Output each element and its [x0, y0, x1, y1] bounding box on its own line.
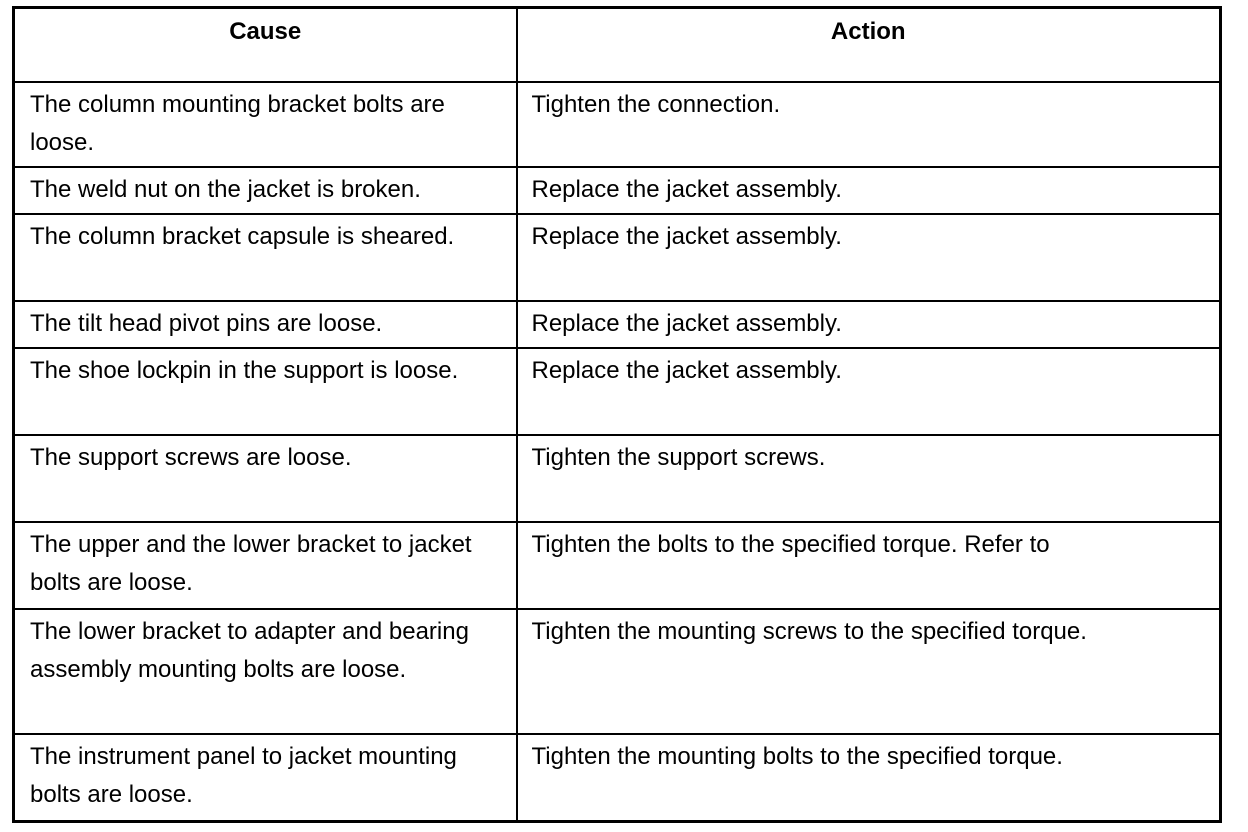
action-cell: Replace the jacket assembly.: [517, 301, 1221, 348]
action-cell: Tighten the support screws.: [517, 435, 1221, 522]
table-row: [14, 82, 1221, 167]
table-row: [14, 167, 1221, 214]
cause-cell: The column mounting bracket bolts are loose.: [14, 82, 517, 167]
cause-cell: The shoe lockpin in the support is loose.: [14, 348, 517, 435]
cause-cell: The instrument panel to jacket mounting bolts are loose.: [14, 734, 517, 822]
cause-cell: The weld nut on the jacket is broken.: [14, 167, 517, 214]
table-row: [14, 522, 1221, 609]
action-cell: Replace the jacket assembly.: [517, 167, 1221, 214]
cause-cell: The upper and the lower bracket to jacket bolts are loose.: [14, 522, 517, 609]
action-cell: Replace the jacket assembly.: [517, 348, 1221, 435]
cause-cell: The tilt head pivot pins are loose.: [14, 301, 517, 348]
table-row: [14, 734, 1221, 822]
action-column-header: Action: [517, 8, 1221, 83]
cause-action-table: [12, 6, 1222, 823]
cause-cell: The column bracket capsule is sheared.: [14, 214, 517, 301]
action-cell: Tighten the mounting bolts to the specified torque.: [517, 734, 1221, 822]
cause-cell: The support screws are loose.: [14, 435, 517, 522]
action-cell: Tighten the bolts to the specified torque. Refer to: [517, 522, 1221, 609]
table-row: [14, 301, 1221, 348]
action-cell: Replace the jacket assembly.: [517, 214, 1221, 301]
table-row: [14, 435, 1221, 522]
cause-cell: The lower bracket to adapter and bearing assembly mounting bolts are loose.: [14, 609, 517, 734]
table-row: [14, 348, 1221, 435]
cause-column-header: Cause: [14, 8, 517, 83]
action-cell: Tighten the mounting screws to the specified torque.: [517, 609, 1221, 734]
header-row: [14, 8, 1221, 83]
table-row: [14, 609, 1221, 734]
action-cell: Tighten the connection.: [517, 82, 1221, 167]
table-row: [14, 214, 1221, 301]
